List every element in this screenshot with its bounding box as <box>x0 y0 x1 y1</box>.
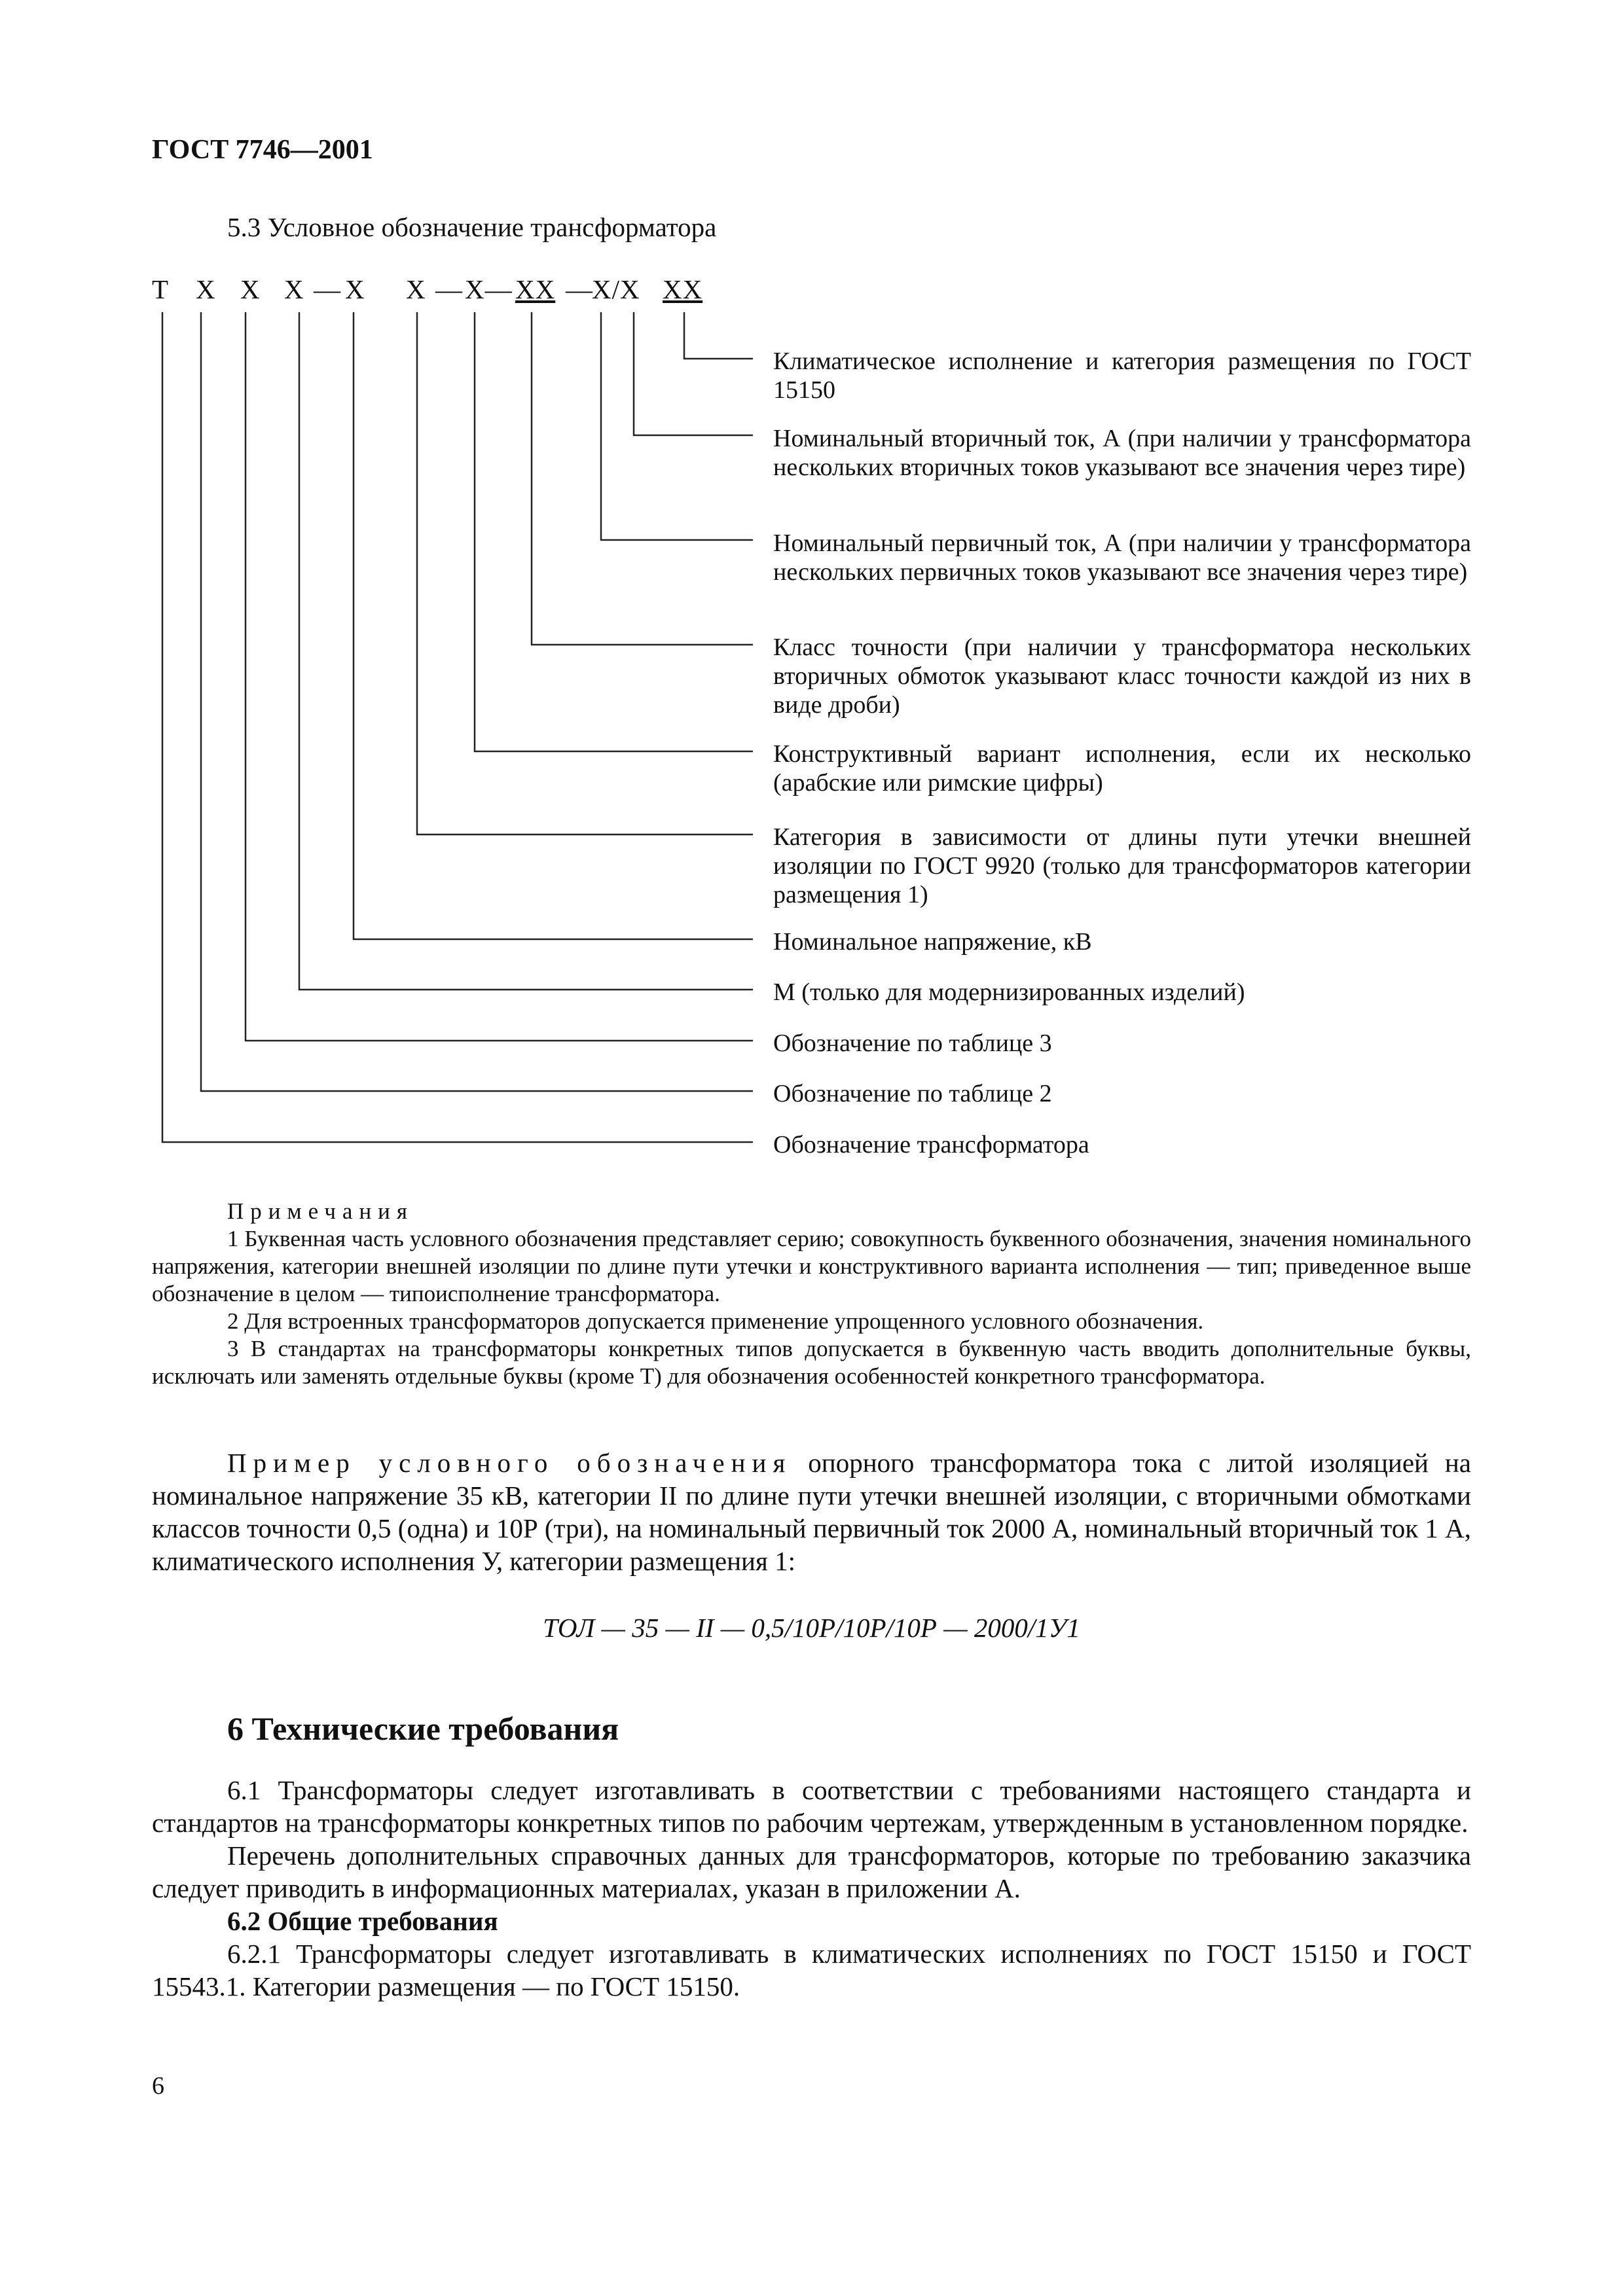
example-text: опорного трансформатора тока с литой изоляцией на номинальное напряжение 35 кВ, категории II по длине пути утечки внешней изоляции, с вторичными обмотками классов точности 0,5 (одна) и 10Р (три), на номинальный первичный ток 2000 А, номинальный вторичный ток 1 А, климатического исполнения У, категории размещения 1: <box>152 1448 1472 1576</box>
code-part-dash2: — <box>435 274 463 304</box>
legend-table-2: Обозначение по таблице 2 <box>773 1080 1052 1107</box>
code-part-xx2: ХХ <box>663 274 703 304</box>
paragraph-6-1: 6.1 Трансформаторы следует изготавливать в соответствии с требованиями настоящего стандарта и стандартов на трансформаторы конкретных типов по рабочим чертежам, утвержденным в установленном порядке. <box>152 1775 1471 1838</box>
legend-design-variant: Конструктивный вариант исполнения, если их несколько (арабские или римские цифры) <box>773 740 1471 797</box>
legend-table-3: Обозначение по таблице 3 <box>773 1030 1052 1057</box>
legend-secondary-current: Номинальный вторичный ток, А (при наличии у трансформатора нескольких вторичных токов указывают все значения через тире) <box>773 425 1471 481</box>
leader-line-table-2 <box>201 312 753 1091</box>
legend-accuracy-class: Класс точности (при наличии у трансформатора нескольких вторичных обмоток указывают класс точности каждой из них в виде дроби) <box>773 634 1471 719</box>
leader-line-climatic <box>684 312 753 359</box>
code-part-x6: Х— <box>465 274 513 304</box>
leader-line-category <box>417 312 753 834</box>
document-code-header: ГОСТ 7746—2001 <box>152 135 373 165</box>
example-lead: Пример условного обозначения <box>227 1448 792 1478</box>
section-title-6: 6 Технические требования <box>227 1710 619 1747</box>
section-6-body <box>152 1774 1471 2003</box>
example-paragraph <box>152 1446 1471 1577</box>
notes-heading: Примечания <box>227 1198 414 1224</box>
note-item: 1 Буквенная часть условного обозначения представляет серию; совокупность буквенного обозначения, значения номинального напряжения, категории внешней изоляции по длине пути утечки и конструктивного варианта исполнения — тип; приведенное выше обозначение в целом — типоисполнение трансформатора. <box>152 1226 1471 1306</box>
leader-line-accuracy-class <box>532 312 753 645</box>
legend-category: Категория в зависимости от длины пути утечки внешней изоляции по ГОСТ 9920 (только для трансформаторов категории размещения 1) <box>773 823 1471 908</box>
notes-block <box>152 1198 1471 1390</box>
section-title-5-3: 5.3 Условное обозначение трансформатора <box>227 212 717 242</box>
legend-rated-voltage: Номинальное напряжение, кВ <box>773 928 1092 956</box>
code-part-dash3: — <box>566 274 593 304</box>
code-part-xx-frac: Х/Х <box>592 274 640 304</box>
page-number: 6 <box>152 2072 164 2100</box>
leader-line-primary-current <box>601 312 753 540</box>
code-part-x4: Х <box>345 274 365 304</box>
code-part-x1: Х <box>196 274 216 304</box>
legend-primary-current: Номинальный первичный ток, А (при наличии у трансформатора нескольких первичных токов указывают все значения через тире) <box>773 529 1471 586</box>
code-part-x2: Х <box>240 274 261 304</box>
example-formula: ТОЛ — 35 — II — 0,5/10Р/10Р/10Р — 2000/1У1 <box>543 1613 1080 1643</box>
leader-line-table-3 <box>246 312 753 1041</box>
legend-modernized: М (только для модернизированных изделий) <box>773 978 1245 1006</box>
note-item: 2 Для встроенных трансформаторов допускается применение упрощенного условного обозначения. <box>227 1308 1204 1334</box>
paragraph-6-1-list: Перечень дополнительных справочных данных для трансформаторов, которые по требованию заказчика следует приводить в информационных материалах, указан в приложении А. <box>152 1840 1471 1903</box>
subsection-title-6-2: 6.2 Общие требования <box>227 1906 498 1936</box>
code-part-x5: Х <box>406 274 426 304</box>
leader-line-transformer <box>162 312 753 1142</box>
leader-line-rated-voltage <box>354 312 753 939</box>
code-part-dash1: — <box>314 274 341 304</box>
legend-transformer: Обозначение трансформатора <box>773 1131 1089 1158</box>
code-part-t: Т <box>152 274 170 304</box>
code-part-xx1: ХХ <box>515 274 556 304</box>
leader-line-design-variant <box>475 312 753 751</box>
leader-line-modernized <box>299 312 753 990</box>
legend-climatic: Климатическое исполнение и категория размещения по ГОСТ 15150 <box>773 348 1471 404</box>
leader-line-secondary-current <box>634 312 753 435</box>
code-part-x3: Х <box>284 274 304 304</box>
paragraph-6-2-1: 6.2.1 Трансформаторы следует изготавливать в климатических исполнениях по ГОСТ 15150 и ГОСТ 15543.1. Категории размещения — по ГОСТ 15150. <box>152 1939 1471 2001</box>
note-item: 3 В стандартах на трансформаторы конкретных типов допускается в буквенную часть вводить дополнительные буквы, исключать или заменять отдельные буквы (кроме Т) для обозначения особенностей конкретного трансформатора. <box>152 1336 1471 1389</box>
